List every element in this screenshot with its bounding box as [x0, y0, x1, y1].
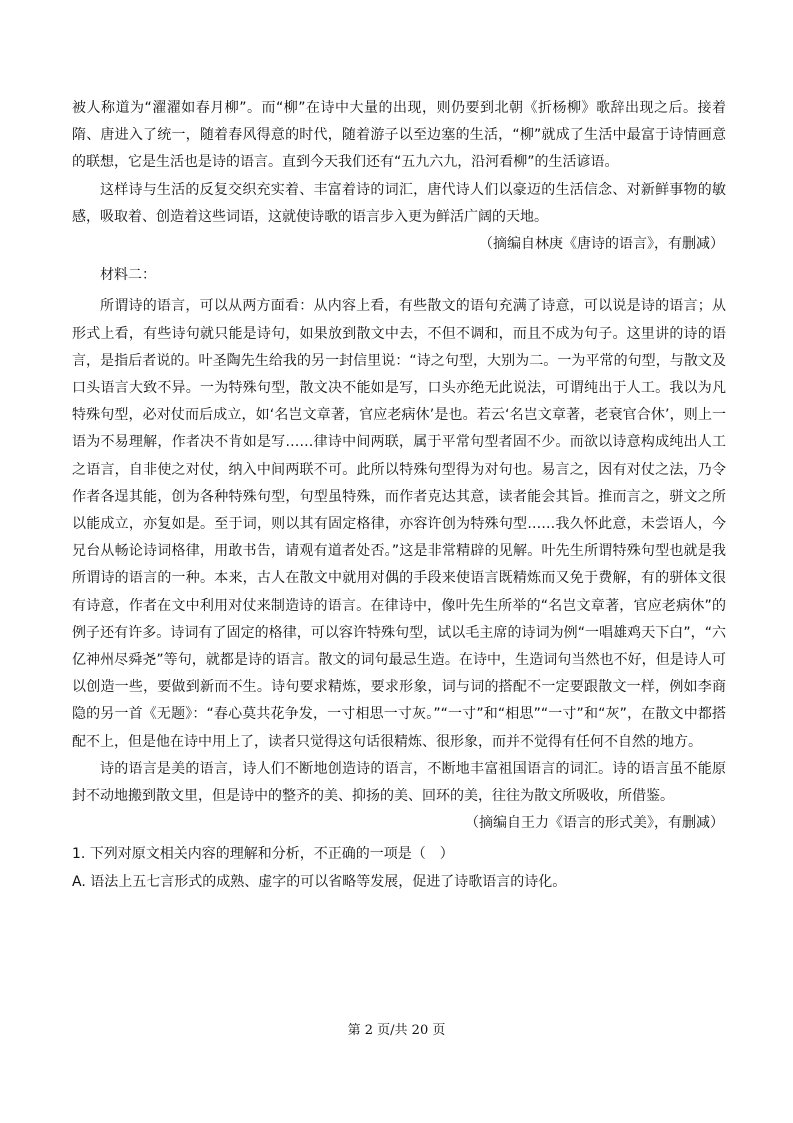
question-option-a: A. 语法上五七言形式的成熟、虚字的可以省略等发展，促进了诗歌语言的诗化。	[72, 873, 567, 890]
material2-heading: 材料二：	[100, 267, 156, 284]
page-footer: 第 2 页/共 20 页	[347, 1023, 446, 1038]
material1-paragraph-2: 这样诗与生活的反复交织充实着、丰富着诗的词汇，唐代诗人们以豪迈的生活信念、对新鲜事物的敏感，吸取着、创造着这些词语，这就使诗歌的语言步入更为鲜活广阔的天地。	[72, 181, 726, 225]
material1-paragraph-1: 被人称道为“濯濯如春月柳”。而“柳”在诗中大量的出现，则仍要到北朝《折杨柳》歌辞出现之后。接着隋、唐进入了统一，随着春风得意的时代，随着游子以至边塞的生活，“柳”就成了生活中最富于诗情画意的联想，它是生活也是诗的语言。直到今天我们还有“五九六九，沿河看柳”的生活谚语。	[72, 100, 726, 171]
material2-paragraph-2: 诗的语言是美的语言，诗人们不断地创造诗的语言，不断地丰富祖国语言的词汇。诗的语言虽不能原封不动地搬到散文里，但是诗中的整齐的美、抑扬的美、回环的美，往往为散文所吸收，所借鉴。	[72, 760, 726, 805]
document-body	[72, 95, 726, 896]
material2-source: （摘编自王力《语言的形式美》，有删减）	[465, 815, 724, 832]
material1-source: （摘编自林庚《唐诗的语言》，有删减）	[479, 236, 724, 253]
question-stem: 1. 下列对原文相关内容的理解和分析，不正确的一项是（ ）	[72, 846, 454, 863]
material2-paragraph-1: 所谓诗的语言，可以从两方面看：从内容上看，有些散文的语句充满了诗意，可以说是诗的语言；从形式上看，有些诗句就只能是诗句，如果放到散文中去，不但不调和，而且不成为句子。这里讲的诗的语言，是指后者说的。叶圣陶先生给我的另一封信里说：“诗之句型，大别为二。一为平常的句型，与散文及口头语言大致不异。一为特殊句型，散文决不能如是写，口头亦绝无此说法，可谓纯出于人工。我以为凡特殊句型，必对仗而后成立，如‘名岂文章著，官应老病休’是也。若云‘名岂文章著，老衰官合休’，则上一语为不易理解，作者决不肯如是写……律诗中间两联，属于平常句型者固不少。而欲以诗意构成纯出人工之语言，自非使之对仗，纳入中间两联不可。此所以特殊句型得为对句也。易言之，因有对仗之法，乃令作者各逞其能，创为各种特殊句型，句型虽特殊，而作者克达其意，读者能会其旨。推而言之，骈文之所以能成立，亦复如是。至于词，则以其有固定格律，亦容许创为特殊句型……我久怀此意，未尝语人，今兄台从畅论诗词格律，用敢书告，请观有道者处否。”这是非常精辟的见解。叶先生所谓特殊句型也就是我所谓诗的语言的一种。本来，古人在散文中就用对偶的手段来使语言既精炼而又免于费解，有的骈体文很有诗意，作者在文中利用对仗来制造诗的语言。在律诗中，像叶先生所举的“名岂文章著，官应老病休”的例子还有许多。诗词有了固定的格律，可以容许特殊句型，试以毛主席的诗词为例“一唱雄鸡天下白”，“六亿神州尽舜尧”等句，就都是诗的语言。散文的词句最忌生造。在诗中，生造词句当然也不好，但是诗人可以创造一些，要做到新而不生。诗句要求精炼，要求形象，词与词的搭配不一定要跟散文一样，例如李商隐的另一首《无题》：“春心莫共花争发，一寸相思一寸灰。”“一寸”和“相思”“一寸”和“灰”，在散文中都搭配不上，但是他在诗中用上了，读者只觉得这句话很精炼、很形象，而并不觉得有任何不自然的地方。	[72, 298, 726, 750]
